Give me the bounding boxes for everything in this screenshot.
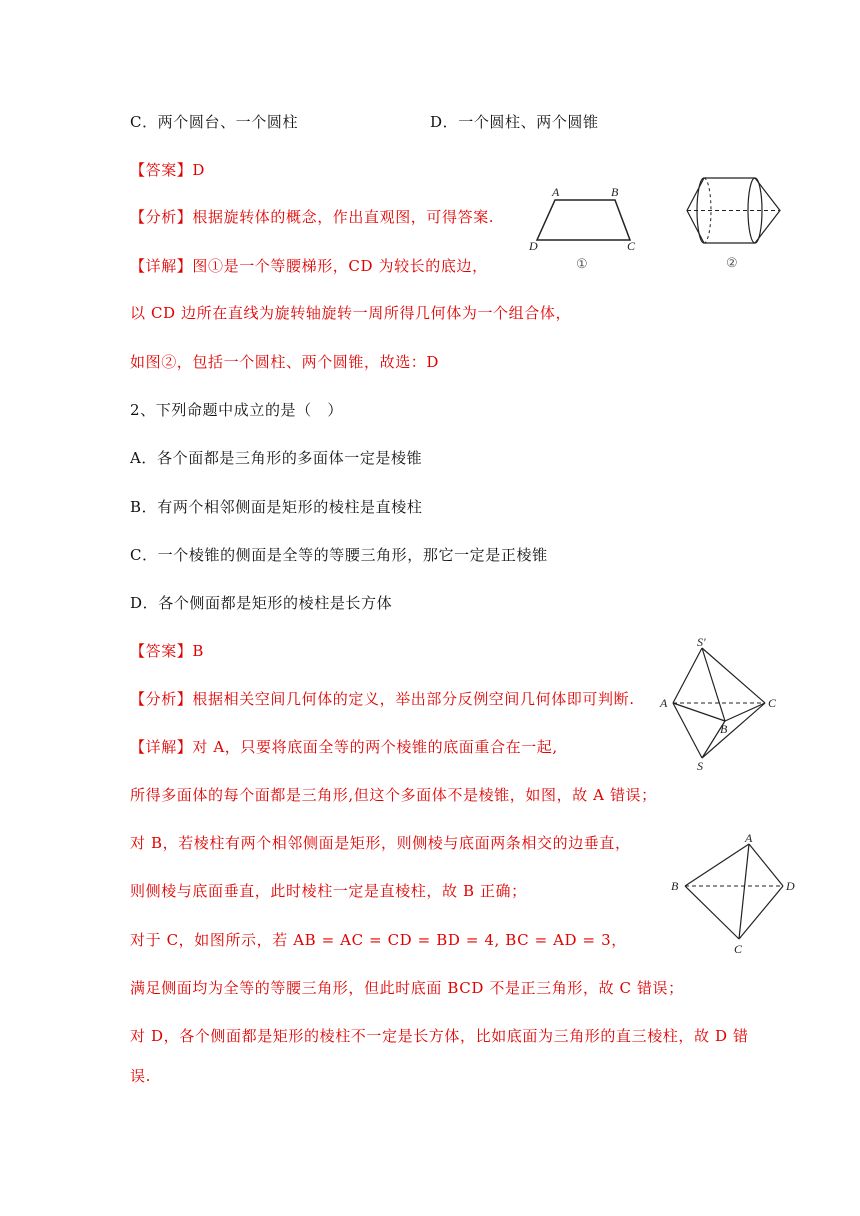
- label-c: C: [627, 239, 636, 253]
- analysis-line-2: 【分析】根据相关空间几何体的定义，举出部分反例空间几何体即可判断.: [130, 690, 635, 708]
- bipyramid-figure: [655, 633, 780, 777]
- label-b-3: B: [720, 722, 728, 736]
- option-c-2: C．一个棱锥的侧面是全等的等腰三角形，那它一定是正棱锥: [130, 546, 548, 564]
- detail-line-2: 以 CD 边所在直线为旋转轴旋转一周所得几何体为一个组合体，: [130, 304, 572, 322]
- label-d: D: [529, 239, 538, 253]
- label-b-4: B: [671, 879, 679, 893]
- label-c-3: C: [768, 696, 777, 710]
- detail-line-3: 如图②，包括一个圆柱、两个圆锥，故选：D: [130, 353, 440, 371]
- tetrahedron-figure: [665, 832, 805, 961]
- detail-line-1: 【详解】图①是一个等腰梯形，CD 为较长的底边，: [130, 257, 488, 275]
- cylinder-cones-figure: [682, 170, 787, 279]
- detail-2-line-1: 【详解】对 A，只要将底面全等的两个棱锥的底面重合在一起,: [130, 738, 558, 756]
- option-d: D．一个圆柱、两个圆锥: [430, 113, 599, 131]
- option-b: B．有两个相邻侧面是矩形的棱柱是直棱柱: [130, 498, 423, 516]
- label-a-4: A: [745, 832, 753, 845]
- label-b: B: [611, 185, 619, 199]
- label-c-4: C: [734, 942, 743, 956]
- answer-line-2: 【答案】B: [130, 642, 205, 660]
- figure-caption-1: ①: [576, 256, 588, 271]
- label-d-4: D: [786, 879, 795, 893]
- analysis-line: 【分析】根据旋转体的概念，作出直观图，可得答案.: [130, 208, 495, 226]
- label-a: A: [552, 185, 560, 199]
- detail-2-line-2: 所得多面体的每个面都是三角形,但这个多面体不是棱锥，如图，故 A 错误；: [130, 786, 657, 804]
- option-a: A．各个面都是三角形的多面体一定是棱锥: [130, 449, 423, 467]
- answer-line: 【答案】D: [130, 161, 206, 179]
- detail-2-line-4: 则侧棱与底面垂直，此时棱柱一定是直棱柱，故 B 正确；: [130, 882, 527, 900]
- label-a-3: A: [660, 696, 668, 710]
- label-s-prime: S': [697, 635, 706, 649]
- option-c: C．两个圆台、一个圆柱: [130, 113, 299, 131]
- detail-2-line-6: 满足侧面均为全等的等腰三角形，但此时底面 BCD 不是正三角形，故 C 错误；: [130, 979, 684, 997]
- detail-2-line-3: 对 B，若棱柱有两个相邻侧面是矩形，则侧棱与底面两条相交的边垂直，: [130, 834, 631, 852]
- label-s: S: [697, 759, 703, 773]
- option-d-2: D．各个侧面都是矩形的棱柱是长方体: [130, 594, 393, 612]
- detail-2-line-7b: 误.: [130, 1067, 151, 1085]
- figure-caption-2: ②: [726, 255, 738, 270]
- detail-2-line-5: 对于 C，如图所示，若 AB = AC = CD = BD = 4, BC = AD = 3，: [130, 931, 627, 949]
- detail-2-line-7a: 对 D，各个侧面都是矩形的棱柱不一定是长方体，比如底面为三角形的直三棱柱，故 D 错: [130, 1027, 749, 1045]
- trapezoid-figure: [525, 180, 645, 279]
- question-2-stem: 2、下列命题中成立的是（ ）: [130, 401, 343, 419]
